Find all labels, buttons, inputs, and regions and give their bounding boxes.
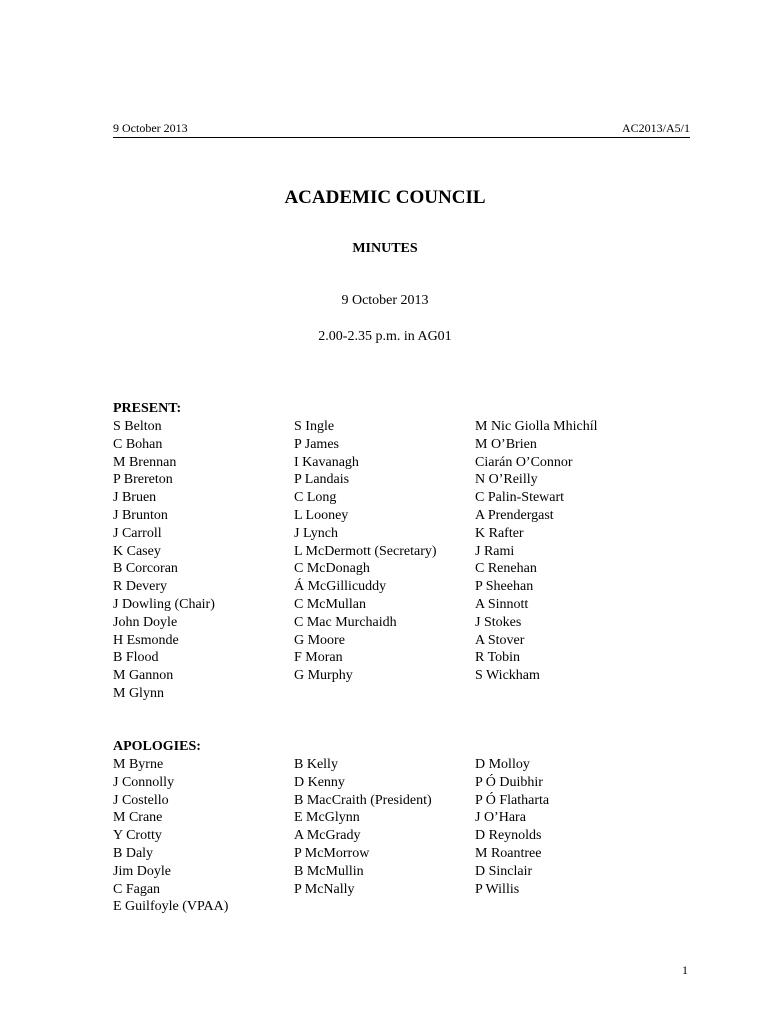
document-title: ACADEMIC COUNCIL <box>284 187 486 208</box>
attendee-name: A Prendergast <box>475 507 554 523</box>
attendee-name: I Kavanagh <box>294 454 359 470</box>
attendee-name: M Crane <box>113 810 163 826</box>
attendee-name: C Bohan <box>113 436 163 452</box>
apologies-column-3 <box>475 756 549 898</box>
apologies-column-2 <box>294 756 432 898</box>
page-number: 1 <box>682 963 688 977</box>
attendee-name: C Renehan <box>475 561 537 577</box>
attendee-name: Y Crotty <box>113 828 162 844</box>
attendee-name: J Brunton <box>113 507 168 523</box>
attendee-name: K Rafter <box>475 525 524 541</box>
page-header <box>113 121 690 138</box>
attendee-name: P Brereton <box>113 472 173 488</box>
attendee-name: J Costello <box>113 792 169 808</box>
header-reference: AC2013/A5/1 <box>621 121 690 135</box>
attendee-name: J Bruen <box>113 490 157 506</box>
attendee-name: C McDonagh <box>294 561 370 577</box>
attendee-name: D Reynolds <box>475 828 542 844</box>
present-column-3 <box>475 418 598 685</box>
attendee-name: B Flood <box>113 650 159 666</box>
attendee-name: P James <box>294 436 339 452</box>
attendee-name: C Palin-Stewart <box>475 490 565 506</box>
attendee-name: J Rami <box>475 543 515 559</box>
attendee-name: M Gannon <box>113 668 174 684</box>
attendee-name: D Kenny <box>294 774 345 790</box>
present-column-1 <box>113 418 215 703</box>
meeting-date: 9 October 2013 <box>341 293 429 308</box>
attendee-name: N O’Reilly <box>475 472 538 488</box>
attendee-name: A McGrady <box>294 828 361 844</box>
attendee-name: M Byrne <box>113 757 164 772</box>
attendee-name: John Doyle <box>113 614 178 630</box>
attendee-name: J Stokes <box>475 614 522 630</box>
attendee-name: M Brennan <box>113 454 177 470</box>
attendee-name: M O’Brien <box>475 436 537 452</box>
attendee-name: J Dowling (Chair) <box>113 596 215 612</box>
attendee-name: E Guilfoyle (VPAA) <box>113 899 229 915</box>
document-subtitle: MINUTES <box>352 241 418 256</box>
present-columns <box>113 418 713 703</box>
attendee-name: A Stover <box>475 632 525 648</box>
attendee-name: C Fagan <box>113 881 161 897</box>
attendee-name: Jim Doyle <box>113 863 171 879</box>
attendee-name: F Moran <box>294 650 343 666</box>
attendee-name: C McMullan <box>294 596 366 612</box>
apologies-column-1 <box>113 756 228 916</box>
attendee-name: P McNally <box>294 881 355 897</box>
meeting-time: 2.00-2.35 p.m. in AG01 <box>318 329 452 344</box>
attendee-name: S Belton <box>113 419 162 434</box>
attendee-name: M Glynn <box>113 685 164 701</box>
attendee-name: C Mac Murchaidh <box>294 614 397 630</box>
attendee-name: P Landais <box>294 472 350 488</box>
attendee-name: M Roantree <box>475 845 542 861</box>
attendee-name: P McMorrow <box>294 845 370 861</box>
attendee-name: P Sheehan <box>475 579 534 595</box>
attendee-name: K Casey <box>113 543 161 559</box>
attendee-name: D Sinclair <box>475 863 533 879</box>
attendee-name: S Wickham <box>475 668 540 684</box>
attendee-name: M Nic Giolla Mhichíl <box>475 419 598 434</box>
attendee-name: J Connolly <box>113 774 175 790</box>
apologies-heading: APOLOGIES: <box>113 739 201 754</box>
attendee-name: L Looney <box>294 507 349 523</box>
attendee-name: C Long <box>294 490 337 506</box>
attendee-name: J Lynch <box>294 525 338 541</box>
attendee-name: J O’Hara <box>475 810 526 826</box>
attendee-name: J Carroll <box>113 525 162 541</box>
attendee-name: H Esmonde <box>113 632 179 648</box>
present-heading: PRESENT: <box>113 401 182 416</box>
present-section <box>113 400 713 703</box>
attendee-name: Á McGillicuddy <box>294 579 387 595</box>
apologies-columns <box>113 756 713 921</box>
attendee-name: E McGlynn <box>294 810 360 826</box>
attendee-name: P Willis <box>475 881 520 897</box>
attendee-name: B Daly <box>113 845 154 861</box>
header-date: 9 October 2013 <box>113 121 188 135</box>
attendee-name: P Ó Duibhir <box>475 774 543 790</box>
attendee-name: P Ó Flatharta <box>475 792 550 808</box>
attendee-name: S Ingle <box>294 419 335 434</box>
attendee-name: G Moore <box>294 632 345 648</box>
present-column-2 <box>294 418 437 685</box>
attendee-name: R Devery <box>113 579 168 595</box>
attendee-name: D Molloy <box>475 757 530 772</box>
attendee-name: L McDermott (Secretary) <box>294 543 437 559</box>
attendee-name: A Sinnott <box>475 596 529 612</box>
attendee-name: B Corcoran <box>113 561 178 577</box>
attendee-name: G Murphy <box>294 668 353 684</box>
attendee-name: B Kelly <box>294 757 338 772</box>
attendee-name: B McMullin <box>294 863 364 879</box>
attendee-name: Ciarán O’Connor <box>475 454 573 470</box>
apologies-section <box>113 738 713 921</box>
attendee-name: R Tobin <box>475 650 521 666</box>
attendee-name: B MacCraith (President) <box>294 792 432 808</box>
